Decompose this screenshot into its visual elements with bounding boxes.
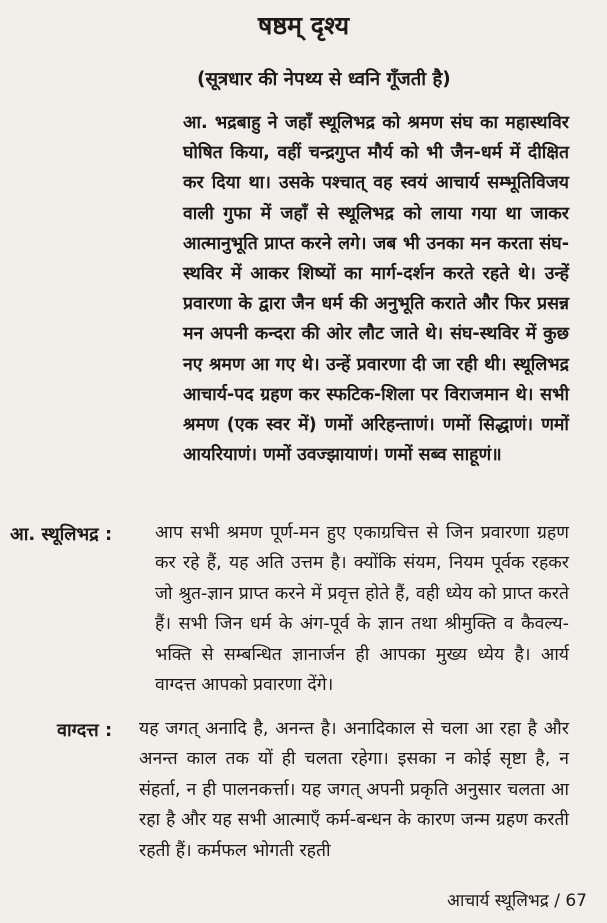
narration-paragraph: आ. भद्रबाहु ने जहाँ स्थूलिभद्र को श्रमण संघ का महास्थविर घोषित किया, वहीं चन्द्रगुप्त मौर्य को भी जैन-धर्म में दीक्षित कर दिया था। उसके पश्चात् वह स्वयं आचार्य सम्भूतिविजय वाली गुफा में जहाँ से स्थूलिभद्र को लाया गया था जाकर आत्मानुभूति प्राप्त करने लगे। जब भी उनका मन करता संघ-स्थविर में आकर शिष्यों का मार्ग-दर्शन करते रहते थे। उन्हें प्रवारणा के द्वारा जैन धर्म की अनुभूति कराते और फिर प्रसन्न मन अपनी कन्दरा की ओर लौट जाते थे। संघ-स्थविर में कुछ नए श्रमण आ गए थे। उन्हें प्रवारणा दी जा रही थी। स्थूलिभद्र आचार्य-पद ग्रहण कर स्फटिक-शिला पर विराजमान थे। सभी श्रमण (एक स्वर में) णमों अरिहन्ताणं। णमों सिद्धाणं। णमों आयरियाणं। णमों उवज्झायाणं। णमों सब्व साहूणं॥ <box>183 113 569 466</box>
scene-title: षष्ठम् दृश्य <box>257 11 350 40</box>
page-footer: आचार्य स्थूलिभद्र / 67 <box>446 891 587 911</box>
speech-text: आप सभी श्रमण पूर्ण-मन हुए एकाग्रचित्त से जिन प्रवारणा ग्रहण कर रहे हैं, यह अति उत्तम है। क्योंकि संयम, नियम पूर्वक रहकर जो श्रुत-ज्ञान प्राप्त करने में प्रवृत्त होते हैं, वही ध्येय को प्राप्त करते हैं। सभी जिन धर्म के अंग-पूर्व के ज्ञान तथा श्रीमुक्ति व कैवल्य-भक्ति से सम्बन्धित ज्ञानार्जन ही आपका मुख्य ध्येय है। आर्य वाग्दत्त आपको प्रवारणा देंगे। <box>155 523 569 696</box>
speaker-name: वाग्दत्त : <box>57 720 113 741</box>
speaker-name: आ. स्थूलिभद्र : <box>10 524 113 545</box>
speech-text: यह जगत् अनादि है, अनन्त है। अनादिकाल से चला आ रहा है और अनन्त काल तक यों ही चलता रहेगा। इसका न कोई सृष्टा है, न संहर्ता, न ही पालनकर्त्ता। यह जगत् अपनी प्रकृति अनुसार चलता आ रहा है और यह सभी आत्माएँ कर्म-बन्धन के कारण जन्म ग्रहण करती रहती हैं। कर्मफल भोगती रहती <box>139 719 569 861</box>
stage-direction: (सूत्रधार की नेपथ्य से ध्वनि गूँजती है) <box>197 69 451 90</box>
